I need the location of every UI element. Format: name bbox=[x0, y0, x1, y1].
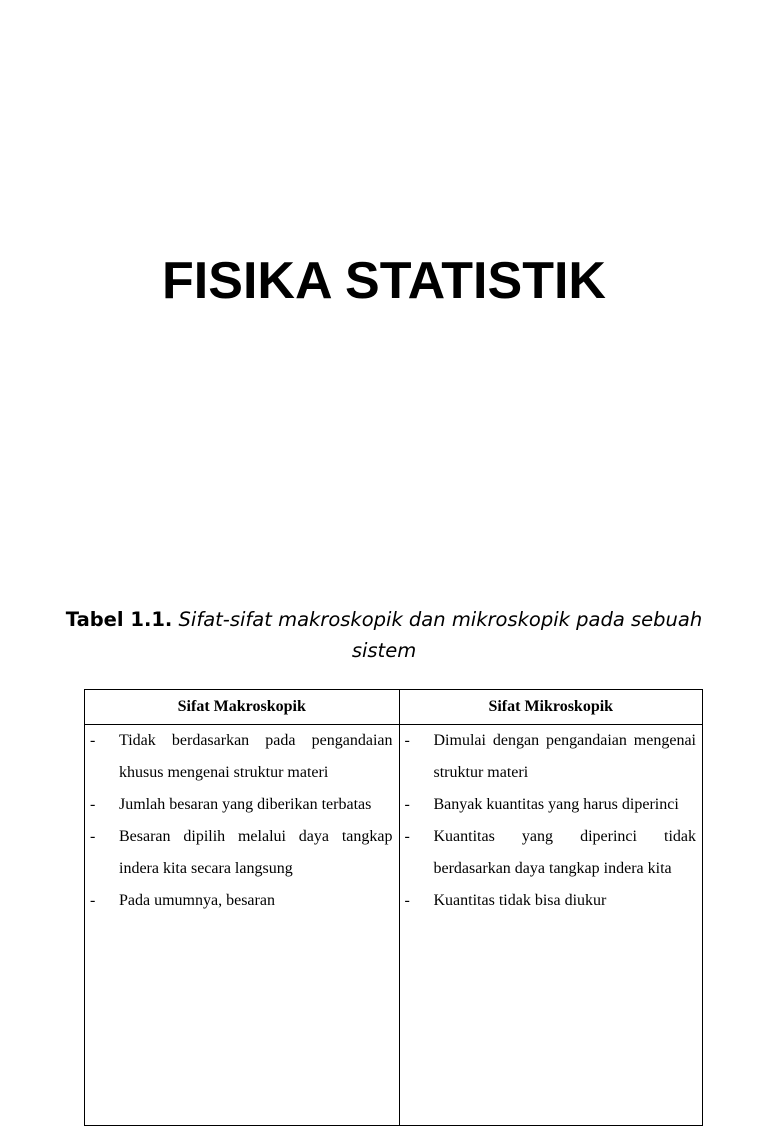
list-item bbox=[85, 821, 393, 885]
table-header-row bbox=[85, 690, 703, 725]
list-item bbox=[85, 725, 393, 789]
list-item-text: Tidak berdasarkan pada pengandaian khusus mengenai struktur materi bbox=[119, 732, 393, 781]
bullet-dash: - bbox=[404, 892, 410, 909]
list-item-text: Kuantitas tidak bisa diukur bbox=[433, 892, 607, 909]
list-item bbox=[400, 885, 697, 917]
list-item-text: Besaran dipilih melalui daya tangkap indera kita secara langsung bbox=[119, 828, 393, 877]
column-header-macroscopic: Sifat Makroskopik bbox=[85, 690, 400, 725]
bullet-dash: - bbox=[404, 828, 410, 845]
caption-text: Sifat-sifat makroskopik dan mikroskopik pada sebuah sistem bbox=[178, 608, 703, 662]
macroscopic-cell bbox=[85, 725, 400, 1126]
list-item bbox=[85, 789, 393, 821]
list-item bbox=[400, 789, 697, 821]
list-item-text: Jumlah besaran yang diberikan terbatas bbox=[119, 796, 372, 813]
bullet-dash: - bbox=[90, 732, 96, 749]
list-item-text: Dimulai dengan pengandaian mengenai struktur materi bbox=[433, 732, 696, 781]
bullet-dash: - bbox=[90, 828, 96, 845]
page-title: FISIKA STATISTIK bbox=[162, 252, 606, 310]
list-item-text: Banyak kuantitas yang harus diperinci bbox=[433, 796, 679, 813]
bullet-dash: - bbox=[90, 796, 96, 813]
properties-table bbox=[84, 689, 703, 1126]
list-item-text: Pada umumnya, besaran bbox=[119, 892, 275, 909]
microscopic-list bbox=[400, 725, 697, 917]
column-header-microscopic: Sifat Mikroskopik bbox=[399, 690, 703, 725]
macroscopic-list bbox=[85, 725, 393, 917]
list-item bbox=[85, 885, 393, 917]
bullet-dash: - bbox=[404, 732, 410, 749]
bullet-dash: - bbox=[90, 892, 96, 909]
bullet-dash: - bbox=[404, 796, 410, 813]
list-item bbox=[400, 725, 697, 789]
table-row bbox=[85, 725, 703, 1126]
caption-label: Tabel 1.1. bbox=[65, 608, 173, 631]
list-item-text: Kuantitas yang diperinci tidak berdasarkan daya tangkap indera kita bbox=[433, 828, 696, 877]
table-caption bbox=[40, 604, 728, 666]
list-item bbox=[400, 821, 697, 885]
microscopic-cell bbox=[399, 725, 703, 1126]
